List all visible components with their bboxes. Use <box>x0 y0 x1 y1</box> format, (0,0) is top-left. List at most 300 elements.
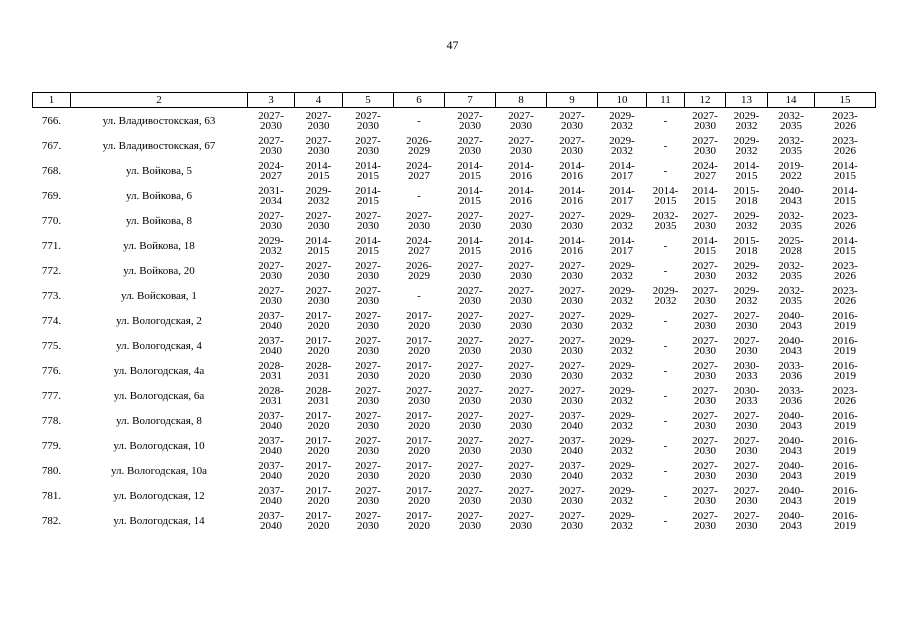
period-cell <box>445 458 496 483</box>
period-value: 2029- 2032 <box>609 334 635 357</box>
period-cell <box>815 408 876 433</box>
period-cell <box>547 483 598 508</box>
row-number: 781. <box>41 489 62 502</box>
period-cell <box>647 383 685 408</box>
period-cell <box>647 358 685 383</box>
period-cell <box>815 383 876 408</box>
period-value: 2027- 2030 <box>559 209 585 232</box>
period-cell <box>496 258 547 283</box>
period-cell <box>547 458 598 483</box>
period-cell <box>343 308 394 333</box>
period-value: 2017- 2020 <box>305 334 332 357</box>
period-cell <box>685 208 726 233</box>
period-cell <box>768 483 815 508</box>
period-cell <box>547 158 598 183</box>
period-value: 2027- 2030 <box>559 134 585 157</box>
address-cell: ул. Войкова, 6 <box>126 189 192 202</box>
period-cell <box>248 133 295 158</box>
period-cell <box>248 408 295 433</box>
period-value: 2027- 2030 <box>692 259 718 282</box>
period-value: - <box>663 164 668 177</box>
period-value: 2027- 2030 <box>355 484 381 507</box>
period-cell <box>685 133 726 158</box>
address-cell: ул. Войсковая, 1 <box>121 289 197 302</box>
column-header-11: 11 <box>647 93 685 108</box>
period-cell <box>295 108 343 134</box>
period-value: 2014- 2017 <box>609 159 635 182</box>
period-value: 2027- 2030 <box>733 409 760 432</box>
period-cell <box>685 458 726 483</box>
period-value: 2014- 2015 <box>457 234 483 257</box>
period-value: 2027- 2030 <box>457 259 483 282</box>
period-value: 2027- 2030 <box>692 359 718 382</box>
period-cell <box>685 108 726 134</box>
period-value: 2027- 2030 <box>406 209 432 232</box>
period-value: - <box>663 264 668 277</box>
table-row <box>33 508 876 533</box>
period-cell <box>496 183 547 208</box>
period-value: 2014- 2015 <box>355 184 381 207</box>
period-value: 2040- 2043 <box>778 484 804 507</box>
address-cell: ул. Войкова, 20 <box>123 264 195 277</box>
period-value: 2028- 2031 <box>258 384 284 407</box>
period-value: 2040- 2043 <box>778 409 804 432</box>
period-value: 2037- 2040 <box>559 434 585 457</box>
period-cell <box>726 133 768 158</box>
period-value: 2027- 2030 <box>457 309 483 332</box>
period-value: 2023- 2026 <box>832 384 858 407</box>
period-value: 2029- 2032 <box>733 109 760 132</box>
period-value: 2017- 2020 <box>406 484 432 507</box>
table-row <box>33 308 876 333</box>
period-value: 2017- 2020 <box>406 459 432 482</box>
header-row <box>33 93 876 108</box>
table-row <box>33 483 876 508</box>
period-cell <box>647 183 685 208</box>
row-number: 770. <box>41 214 62 227</box>
period-value: 2023- 2026 <box>832 284 858 307</box>
period-cell <box>445 508 496 533</box>
period-cell <box>685 233 726 258</box>
period-cell <box>768 333 815 358</box>
period-value: 2027- 2030 <box>692 484 718 507</box>
table-row <box>33 458 876 483</box>
period-value: 2014- 2015 <box>355 234 381 257</box>
period-value: 2014- 2015 <box>832 159 858 182</box>
period-cell <box>815 233 876 258</box>
period-cell <box>496 133 547 158</box>
address-cell: ул. Вологодская, 12 <box>113 489 205 502</box>
period-cell <box>726 433 768 458</box>
period-value: 2014- 2016 <box>508 184 534 207</box>
period-value: 2029- 2032 <box>258 234 284 257</box>
period-value: 2017- 2020 <box>406 409 432 432</box>
period-cell <box>295 308 343 333</box>
period-cell <box>496 458 547 483</box>
period-cell <box>647 508 685 533</box>
period-value: 2017- 2020 <box>406 334 432 357</box>
period-cell <box>295 483 343 508</box>
period-value: 2015- 2018 <box>733 184 760 207</box>
period-cell <box>598 333 647 358</box>
period-cell <box>598 383 647 408</box>
period-cell <box>685 358 726 383</box>
period-value: 2029- 2032 <box>733 209 760 232</box>
period-value: 2027- 2030 <box>508 384 534 407</box>
period-cell <box>726 308 768 333</box>
period-cell <box>768 358 815 383</box>
period-value: 2027- 2030 <box>258 284 284 307</box>
address-cell: ул. Вологодская, 2 <box>116 314 202 327</box>
period-value: 2014- 2015 <box>305 159 332 182</box>
period-value: 2032- 2035 <box>778 109 804 132</box>
table-row <box>33 283 876 308</box>
period-cell <box>445 233 496 258</box>
period-value: - <box>663 464 668 477</box>
period-cell <box>768 433 815 458</box>
column-header-13: 13 <box>726 93 768 108</box>
period-value: - <box>663 389 668 402</box>
period-cell <box>685 483 726 508</box>
period-value: 2037- 2040 <box>258 459 284 482</box>
period-value: 2027- 2030 <box>258 259 284 282</box>
period-value: 2029- 2032 <box>609 309 635 332</box>
period-value: 2027- 2030 <box>733 484 760 507</box>
row-number: 779. <box>41 439 62 452</box>
period-value: 2040- 2043 <box>778 434 804 457</box>
period-cell <box>343 233 394 258</box>
period-cell <box>394 283 445 308</box>
period-value: - <box>663 139 668 152</box>
period-value: 2029- 2032 <box>733 284 760 307</box>
period-cell <box>768 233 815 258</box>
period-value: 2027- 2030 <box>559 334 585 357</box>
period-cell <box>343 333 394 358</box>
period-cell <box>295 133 343 158</box>
period-cell <box>445 483 496 508</box>
period-value: 2027- 2030 <box>305 259 332 282</box>
period-cell <box>445 383 496 408</box>
period-value: 2029- 2032 <box>609 259 635 282</box>
period-value: 2032- 2035 <box>778 259 804 282</box>
table-row <box>33 358 876 383</box>
period-value: 2016- 2019 <box>832 334 858 357</box>
period-cell <box>598 508 647 533</box>
period-value: 2027- 2030 <box>692 134 718 157</box>
period-cell <box>598 158 647 183</box>
period-cell <box>547 133 598 158</box>
period-value: 2027- 2030 <box>692 434 718 457</box>
period-cell <box>815 258 876 283</box>
period-cell <box>343 158 394 183</box>
period-value: 2016- 2019 <box>832 409 858 432</box>
period-value: 2023- 2026 <box>832 134 858 157</box>
period-cell <box>647 133 685 158</box>
period-cell <box>248 383 295 408</box>
period-value: 2027- 2030 <box>305 284 332 307</box>
period-cell <box>547 208 598 233</box>
period-cell <box>647 283 685 308</box>
period-value: 2017- 2020 <box>406 309 432 332</box>
period-cell <box>598 283 647 308</box>
period-cell <box>768 383 815 408</box>
period-cell <box>445 358 496 383</box>
period-value: 2030- 2033 <box>733 359 760 382</box>
period-value: 2029- 2032 <box>609 284 635 307</box>
period-value: 2027- 2030 <box>692 309 718 332</box>
period-value: 2040- 2043 <box>778 334 804 357</box>
period-cell <box>445 183 496 208</box>
period-value: - <box>417 114 421 127</box>
period-value: 2033- 2036 <box>778 384 804 407</box>
period-cell <box>248 233 295 258</box>
period-value: 2027- 2030 <box>692 459 718 482</box>
column-header-2: 2 <box>71 93 248 108</box>
period-cell <box>394 433 445 458</box>
period-value: 2029- 2032 <box>652 284 679 307</box>
period-value: 2027- 2030 <box>355 309 381 332</box>
period-value: 2014- 2015 <box>832 184 858 207</box>
period-value: 2027- 2030 <box>559 309 585 332</box>
period-value: 2032- 2035 <box>778 134 804 157</box>
period-cell <box>726 458 768 483</box>
period-value: 2014- 2016 <box>559 234 585 257</box>
period-cell <box>685 508 726 533</box>
period-value: 2014- 2017 <box>609 234 635 257</box>
period-cell <box>685 183 726 208</box>
period-cell <box>685 158 726 183</box>
period-value: 2040- 2043 <box>778 459 804 482</box>
period-value: 2027- 2030 <box>559 384 585 407</box>
period-cell <box>295 208 343 233</box>
period-cell <box>295 158 343 183</box>
column-header-8: 8 <box>496 93 547 108</box>
period-value: 2028- 2031 <box>258 359 284 382</box>
period-cell <box>343 458 394 483</box>
page-number: 47 <box>446 38 459 52</box>
period-value: 2016- 2019 <box>832 509 858 532</box>
period-value: - <box>663 364 668 377</box>
period-value: 2014- 2015 <box>692 184 718 207</box>
period-value: 2027- 2030 <box>733 509 760 532</box>
period-value: 2027- 2030 <box>355 259 381 282</box>
period-value: 2027- 2030 <box>457 134 483 157</box>
address-cell: ул. Владивостокская, 67 <box>102 139 216 152</box>
period-cell <box>768 183 815 208</box>
column-header-7: 7 <box>445 93 496 108</box>
period-cell <box>726 258 768 283</box>
period-value: 2027- 2030 <box>692 109 718 132</box>
period-value: 2027- 2030 <box>355 284 381 307</box>
period-cell <box>394 483 445 508</box>
period-cell <box>445 283 496 308</box>
period-value: 2027- 2030 <box>355 209 381 232</box>
period-cell <box>598 108 647 134</box>
period-value: 2037- 2040 <box>258 509 284 532</box>
period-cell <box>726 183 768 208</box>
address-cell: ул. Вологодская, 10а <box>110 464 208 477</box>
period-value: 2027- 2030 <box>258 134 284 157</box>
period-value: 2017- 2020 <box>305 434 332 457</box>
period-cell <box>598 433 647 458</box>
period-cell <box>295 233 343 258</box>
period-cell <box>496 308 547 333</box>
period-cell <box>248 158 295 183</box>
period-value: - <box>663 439 668 452</box>
period-cell <box>343 358 394 383</box>
period-cell <box>647 258 685 283</box>
period-cell <box>815 308 876 333</box>
period-value: 2040- 2043 <box>778 509 804 532</box>
column-header-4: 4 <box>295 93 343 108</box>
period-cell <box>248 258 295 283</box>
period-value: 2014- 2017 <box>609 184 635 207</box>
period-cell <box>815 333 876 358</box>
period-cell <box>598 458 647 483</box>
period-cell <box>647 483 685 508</box>
period-value: 2027- 2030 <box>559 284 585 307</box>
period-cell <box>768 108 815 134</box>
period-cell <box>647 408 685 433</box>
period-value: 2037- 2040 <box>258 484 284 507</box>
period-value: 2027- 2030 <box>508 259 534 282</box>
period-cell <box>394 383 445 408</box>
period-cell <box>295 333 343 358</box>
table-row <box>33 158 876 183</box>
period-cell <box>815 483 876 508</box>
address-cell: ул. Войкова, 8 <box>126 214 192 227</box>
period-value: 2027- 2030 <box>457 109 483 132</box>
column-header-12: 12 <box>685 93 726 108</box>
period-cell <box>248 333 295 358</box>
row-number: 776. <box>41 364 62 377</box>
address-cell: ул. Вологодская, 8 <box>116 414 202 427</box>
period-value: 2037- 2040 <box>258 309 284 332</box>
period-value: 2026- 2029 <box>406 134 432 157</box>
period-value: 2015- 2018 <box>733 234 760 257</box>
period-value: 2017- 2020 <box>406 509 432 532</box>
period-cell <box>598 183 647 208</box>
period-cell <box>647 208 685 233</box>
period-value: 2016- 2019 <box>832 309 858 332</box>
period-cell <box>394 158 445 183</box>
period-cell <box>394 208 445 233</box>
period-value: - <box>663 414 668 427</box>
period-value: 2014- 2015 <box>457 184 483 207</box>
row-number: 771. <box>41 239 62 252</box>
period-value: 2028- 2031 <box>305 359 332 382</box>
period-value: 2027- 2030 <box>457 459 483 482</box>
period-cell <box>768 508 815 533</box>
period-cell <box>768 133 815 158</box>
period-value: 2014- 2015 <box>733 159 760 182</box>
period-value: 2029- 2032 <box>609 484 635 507</box>
period-cell <box>547 308 598 333</box>
period-cell <box>768 308 815 333</box>
period-value: 2029- 2032 <box>609 134 635 157</box>
period-cell <box>815 358 876 383</box>
period-cell <box>768 158 815 183</box>
period-cell <box>445 133 496 158</box>
period-cell <box>685 383 726 408</box>
period-value: 2014- 2015 <box>457 159 483 182</box>
table-row <box>33 108 876 134</box>
period-value: 2027- 2030 <box>559 484 585 507</box>
period-cell <box>445 158 496 183</box>
period-cell <box>598 258 647 283</box>
period-cell <box>598 358 647 383</box>
period-cell <box>394 108 445 134</box>
period-value: 2027- 2030 <box>355 359 381 382</box>
table-row <box>33 383 876 408</box>
period-cell <box>445 408 496 433</box>
column-header-15: 15 <box>815 93 876 108</box>
period-cell <box>726 483 768 508</box>
period-cell <box>394 258 445 283</box>
period-cell <box>647 433 685 458</box>
period-value: 2029- 2032 <box>609 434 635 457</box>
period-value: 2027- 2030 <box>733 434 760 457</box>
period-value: 2027- 2030 <box>355 384 381 407</box>
period-value: 2027- 2030 <box>457 509 483 532</box>
period-value: 2027- 2030 <box>457 434 483 457</box>
period-cell <box>547 333 598 358</box>
period-value: 2017- 2020 <box>406 434 432 457</box>
period-value: 2027- 2030 <box>258 209 284 232</box>
period-value: 2027- 2030 <box>508 334 534 357</box>
period-cell <box>496 433 547 458</box>
period-cell <box>248 458 295 483</box>
period-value: 2027- 2030 <box>508 409 534 432</box>
period-cell <box>726 233 768 258</box>
period-cell <box>496 108 547 134</box>
period-cell <box>547 433 598 458</box>
period-cell <box>248 508 295 533</box>
period-value: 2040- 2043 <box>778 309 804 332</box>
period-cell <box>343 483 394 508</box>
period-value: 2029- 2032 <box>609 359 635 382</box>
period-value: 2027- 2030 <box>457 409 483 432</box>
period-cell <box>343 108 394 134</box>
period-value: 2024- 2027 <box>406 234 432 257</box>
period-value: 2017- 2020 <box>305 309 332 332</box>
period-value: 2029- 2032 <box>609 209 635 232</box>
period-value: 2027- 2030 <box>457 334 483 357</box>
period-cell <box>295 383 343 408</box>
period-cell <box>726 383 768 408</box>
row-number: 768. <box>41 164 62 177</box>
address-cell: ул. Вологодская, 14 <box>113 514 205 527</box>
period-value: 2017- 2020 <box>305 484 332 507</box>
period-value: - <box>663 114 668 127</box>
period-cell <box>547 358 598 383</box>
period-cell <box>547 383 598 408</box>
table-row <box>33 183 876 208</box>
period-value: 2027- 2030 <box>305 134 332 157</box>
period-cell <box>496 408 547 433</box>
period-value: 2023- 2026 <box>832 109 858 132</box>
row-number: 767. <box>41 139 62 152</box>
period-cell <box>445 108 496 134</box>
period-cell <box>394 458 445 483</box>
period-cell <box>547 108 598 134</box>
period-value: - <box>417 189 421 202</box>
period-cell <box>647 308 685 333</box>
period-cell <box>394 408 445 433</box>
period-cell <box>598 133 647 158</box>
row-number: 777. <box>41 389 62 402</box>
period-cell <box>647 108 685 134</box>
